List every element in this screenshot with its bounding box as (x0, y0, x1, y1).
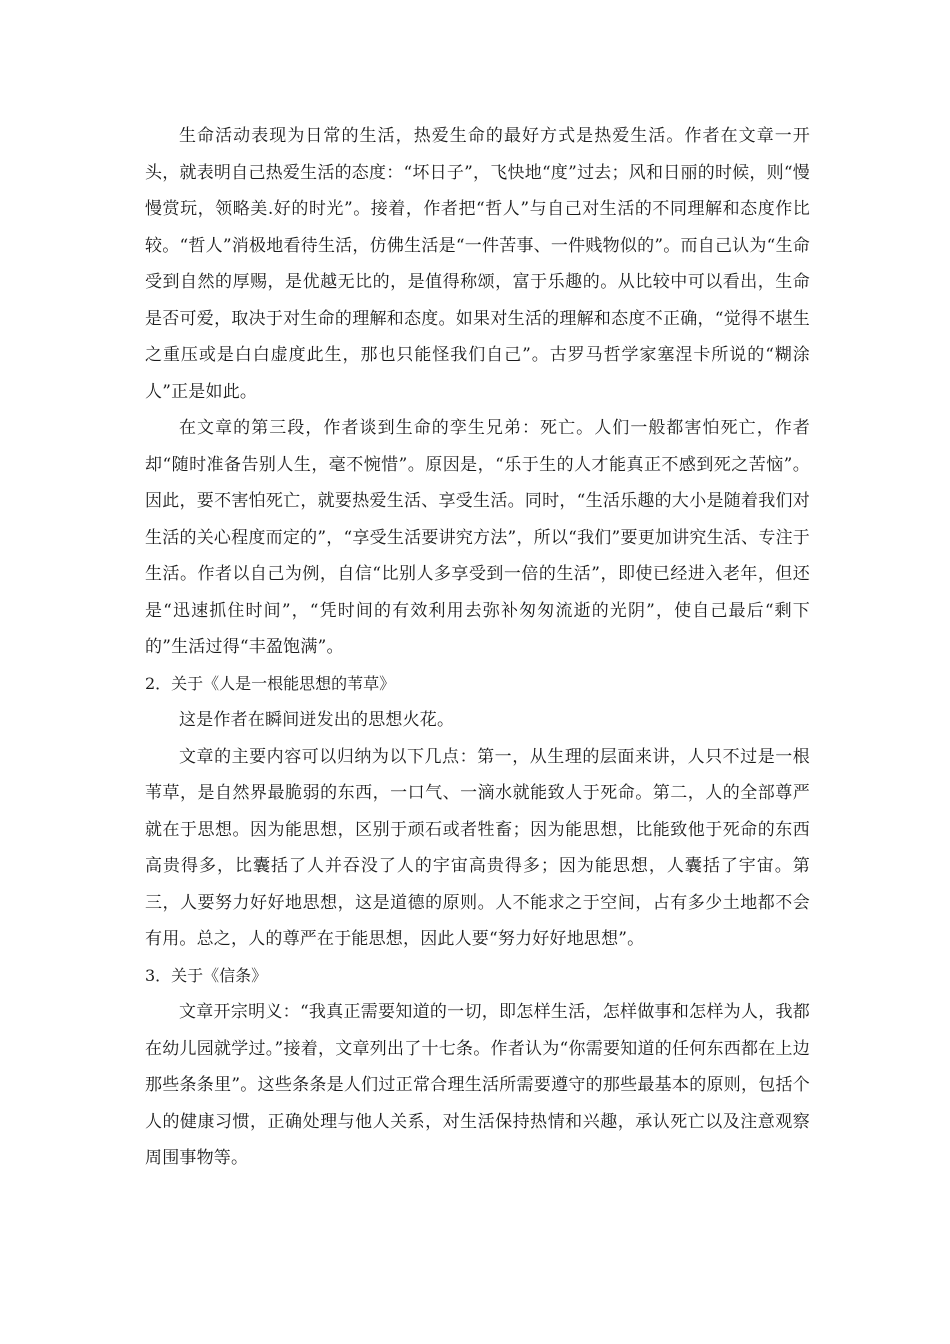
section-heading-credo: 3．关于《信条》 (145, 965, 268, 985)
paragraph-death: 在文章的第三段，作者谈到生命的孪生兄弟：死亡。人们一般都害怕死亡，作者却“随时准备告别人生，毫不惋惜”。原因是，“乐于生的人才能真正不感到死之苦恼”。因此，要不害怕死亡，就要热爱生活、享受生活。同时，“生活乐趣的大小是随着我们对生活的关心程度而定的”，“享受生活要讲究方法”，所以“我们”要更加讲究生活、专注于生活。作者以自己为例，自信“比别人多享受到一倍的生活”，即使已经进入老年，但还是“迅速抓住时间”，“凭时间的有效利用去弥补匆匆流逝的光阴”，使自己最后“剩下的”生活过得“丰盈饱满”。 (145, 418, 810, 657)
section-heading-reed: 2．关于《人是一根能思想的苇草》 (145, 673, 396, 693)
document-page (145, 118, 810, 1177)
paragraph-reed-main: 文章的主要内容可以归纳为以下几点：第一，从生理的层面来讲，人只不过是一根苇草，是自然界最脆弱的东西，一口气、一滴水就能致人于死命。第二，人的全部尊严就在于思想。因为能思想，区别于顽石或者牲畜；因为能思想，比能致他于死命的东西高贵得多，比囊括了人并吞没了人的宇宙高贵得多；因为能思想，人囊括了宇宙。第三，人要努力好好地思想，这是道德的原则。人不能求之于空间，占有多少土地都不会有用。总之，人的尊严在于能思想，因此人要“努力好好地思想”。 (145, 746, 810, 949)
paragraph-reed-intro: 这是作者在瞬间迸发出的思想火花。 (179, 710, 455, 730)
paragraph-credo: 文章开宗明义：“我真正需要知道的一切，即怎样生活，怎样做事和怎样为人，我都在幼儿园就学过。”接着，文章列出了十七条。作者认为“你需要知道的任何东西都在上边那些条条里”。这些条条是人们过正常合理生活所需要遵守的那些最基本的原则，包括个人的健康习惯，正确处理与他人关系，对生活保持热情和兴趣，承认死亡以及注意观察周围事物等。 (145, 1002, 810, 1168)
paragraph-love-of-life: 生命活动表现为日常的生活，热爱生命的最好方式是热爱生活。作者在文章一开头，就表明自己热爱生活的态度：“坏日子”，飞快地“度”过去；风和日丽的时候，则“慢慢赏玩，领略美.好的时光”。接着，作者把“哲人”与自己对生活的不同理解和态度作比较。“哲人”消极地看待生活，仿佛生活是“一件苦事、一件贱物似的”。而自己认为“生命受到自然的厚赐，是优越无比的，是值得称颂，富于乐趣的。从比较中可以看出，生命是否可爱，取决于对生命的理解和态度。如果对生活的理解和态度不正确，“觉得不堪生之重压或是白白虚度此生，那也只能怪我们自己”。古罗马哲学家塞涅卡所说的“糊涂人”正是如此。 (145, 126, 810, 402)
